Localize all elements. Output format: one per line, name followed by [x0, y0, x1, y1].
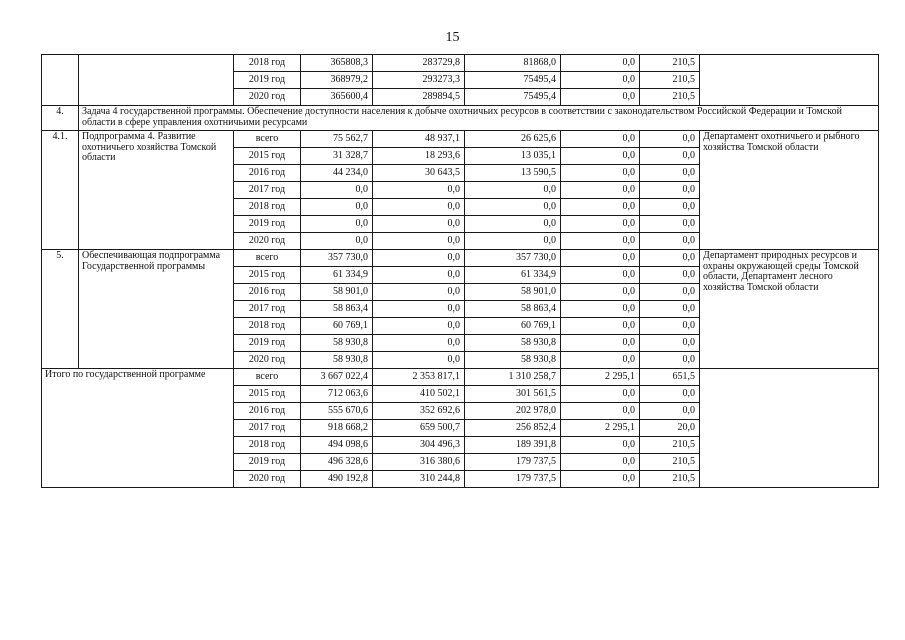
value-cell: 357 730,0 — [465, 250, 561, 267]
value-cell: 0,0 — [561, 250, 640, 267]
value-cell: 58 901,0 — [301, 284, 373, 301]
year-cell: 2015 год — [234, 148, 301, 165]
value-cell: 0,0 — [640, 284, 700, 301]
value-cell: 0,0 — [373, 216, 465, 233]
value-cell: 13 035,1 — [465, 148, 561, 165]
value-cell: 365808,3 — [301, 55, 373, 72]
value-cell: 2 295,1 — [561, 420, 640, 437]
value-cell: 0,0 — [561, 335, 640, 352]
value-cell: 316 380,6 — [373, 454, 465, 471]
value-cell: 189 391,8 — [465, 437, 561, 454]
year-cell: всего — [234, 131, 301, 148]
value-cell: 0,0 — [373, 182, 465, 199]
value-cell: 0,0 — [465, 182, 561, 199]
value-cell: 918 668,2 — [301, 420, 373, 437]
year-cell: 2015 год — [234, 267, 301, 284]
section-number: 4.1. — [42, 131, 79, 250]
value-cell: 293273,3 — [373, 72, 465, 89]
table-row — [42, 131, 879, 148]
year-cell: 2018 год — [234, 55, 301, 72]
value-cell: 0,0 — [561, 89, 640, 106]
executor-cell: Департамент природных ресурсов и охраны окружающей среды Томской области, Департамент лесного хозяйства Томской области — [700, 250, 879, 369]
value-cell: 0,0 — [301, 199, 373, 216]
value-cell: 2 353 817,1 — [373, 369, 465, 386]
value-cell: 13 590,5 — [465, 165, 561, 182]
value-cell: 210,5 — [640, 89, 700, 106]
year-cell: 2017 год — [234, 420, 301, 437]
value-cell: 0,0 — [561, 131, 640, 148]
year-cell: 2018 год — [234, 318, 301, 335]
table-row — [42, 250, 879, 267]
value-cell: 30 643,5 — [373, 165, 465, 182]
year-cell: 2019 год — [234, 216, 301, 233]
value-cell: 0,0 — [640, 386, 700, 403]
value-cell: 0,0 — [561, 148, 640, 165]
value-cell: 75 562,7 — [301, 131, 373, 148]
value-cell: 0,0 — [561, 471, 640, 488]
total-label: Итого по государственной программе — [42, 369, 234, 488]
year-cell: 2019 год — [234, 454, 301, 471]
value-cell: 0,0 — [640, 301, 700, 318]
task-number: 4. — [42, 106, 79, 131]
value-cell: 2 295,1 — [561, 369, 640, 386]
value-cell: 210,5 — [640, 454, 700, 471]
value-cell: 289894,5 — [373, 89, 465, 106]
value-cell: 0,0 — [640, 352, 700, 369]
value-cell: 58 930,8 — [465, 335, 561, 352]
number-cell — [42, 55, 79, 106]
value-cell: 3 667 022,4 — [301, 369, 373, 386]
task-row — [42, 106, 879, 131]
value-cell: 410 502,1 — [373, 386, 465, 403]
value-cell: 202 978,0 — [465, 403, 561, 420]
value-cell: 365600,4 — [301, 89, 373, 106]
value-cell: 58 930,8 — [301, 335, 373, 352]
name-cell — [79, 55, 234, 106]
value-cell: 210,5 — [640, 471, 700, 488]
value-cell: 0,0 — [561, 403, 640, 420]
year-cell: всего — [234, 250, 301, 267]
value-cell: 0,0 — [561, 437, 640, 454]
value-cell: 61 334,9 — [301, 267, 373, 284]
value-cell: 555 670,6 — [301, 403, 373, 420]
value-cell: 60 769,1 — [301, 318, 373, 335]
value-cell: 0,0 — [561, 284, 640, 301]
value-cell: 26 625,6 — [465, 131, 561, 148]
executor-cell: Департамент охотничьего и рыбного хозяйства Томской области — [700, 131, 879, 250]
value-cell: 0,0 — [373, 250, 465, 267]
value-cell: 0,0 — [640, 165, 700, 182]
value-cell: 352 692,6 — [373, 403, 465, 420]
value-cell: 304 496,3 — [373, 437, 465, 454]
value-cell: 0,0 — [640, 335, 700, 352]
subprogram-name: Подпрограмма 4. Развитие охотничьего хозяйства Томской области — [79, 131, 234, 250]
value-cell: 0,0 — [640, 131, 700, 148]
value-cell: 0,0 — [561, 352, 640, 369]
value-cell: 0,0 — [373, 335, 465, 352]
value-cell: 0,0 — [373, 301, 465, 318]
value-cell: 0,0 — [301, 216, 373, 233]
value-cell: 659 500,7 — [373, 420, 465, 437]
value-cell: 58 930,8 — [301, 352, 373, 369]
value-cell: 0,0 — [465, 199, 561, 216]
value-cell: 60 769,1 — [465, 318, 561, 335]
value-cell: 0,0 — [640, 216, 700, 233]
value-cell: 368979,2 — [301, 72, 373, 89]
value-cell: 651,5 — [640, 369, 700, 386]
value-cell: 0,0 — [561, 318, 640, 335]
value-cell: 0,0 — [561, 165, 640, 182]
value-cell: 0,0 — [373, 233, 465, 250]
value-cell: 0,0 — [373, 284, 465, 301]
value-cell: 0,0 — [561, 182, 640, 199]
value-cell: 0,0 — [301, 182, 373, 199]
year-cell: 2019 год — [234, 335, 301, 352]
value-cell: 0,0 — [561, 72, 640, 89]
value-cell: 712 063,6 — [301, 386, 373, 403]
table-row — [42, 55, 879, 72]
value-cell: 210,5 — [640, 437, 700, 454]
year-cell: 2016 год — [234, 284, 301, 301]
value-cell: 0,0 — [373, 318, 465, 335]
value-cell: 0,0 — [640, 182, 700, 199]
value-cell: 357 730,0 — [301, 250, 373, 267]
value-cell: 210,5 — [640, 55, 700, 72]
year-cell: 2017 год — [234, 182, 301, 199]
year-cell: 2018 год — [234, 437, 301, 454]
value-cell: 0,0 — [561, 267, 640, 284]
year-cell: 2020 год — [234, 471, 301, 488]
value-cell: 283729,8 — [373, 55, 465, 72]
executor-cell — [700, 369, 879, 488]
program-funding-table — [41, 54, 879, 488]
value-cell: 0,0 — [373, 199, 465, 216]
value-cell: 75495,4 — [465, 72, 561, 89]
year-cell: 2020 год — [234, 352, 301, 369]
section-number: 5. — [42, 250, 79, 369]
value-cell: 44 234,0 — [301, 165, 373, 182]
value-cell: 75495,4 — [465, 89, 561, 106]
value-cell: 58 863,4 — [301, 301, 373, 318]
value-cell: 490 192,8 — [301, 471, 373, 488]
value-cell: 20,0 — [640, 420, 700, 437]
value-cell: 0,0 — [640, 318, 700, 335]
subprogram-name: Обеспечивающая подпрограмма Государственной программы — [79, 250, 234, 369]
value-cell: 0,0 — [561, 55, 640, 72]
value-cell: 48 937,1 — [373, 131, 465, 148]
year-cell: 2020 год — [234, 233, 301, 250]
value-cell: 301 561,5 — [465, 386, 561, 403]
value-cell: 0,0 — [640, 199, 700, 216]
value-cell: 58 901,0 — [465, 284, 561, 301]
value-cell: 18 293,6 — [373, 148, 465, 165]
year-cell: 2016 год — [234, 403, 301, 420]
page-number: 15 — [445, 30, 460, 45]
value-cell: 0,0 — [640, 250, 700, 267]
value-cell: 0,0 — [561, 233, 640, 250]
value-cell: 31 328,7 — [301, 148, 373, 165]
value-cell: 0,0 — [465, 216, 561, 233]
task-text: Задача 4 государственной программы. Обеспечение доступности населения к добыче охотничьих ресурсов в соответствии с законодательством Российской Федерации и Томской области в сфере управления охотничьими ресурсами — [79, 106, 879, 131]
value-cell: 1 310 258,7 — [465, 369, 561, 386]
value-cell: 496 328,6 — [301, 454, 373, 471]
year-cell: 2019 год — [234, 72, 301, 89]
executor-cell — [700, 55, 879, 106]
value-cell: 0,0 — [561, 454, 640, 471]
value-cell: 61 334,9 — [465, 267, 561, 284]
value-cell: 0,0 — [561, 301, 640, 318]
value-cell: 0,0 — [301, 233, 373, 250]
year-cell: 2016 год — [234, 165, 301, 182]
year-cell: 2020 год — [234, 89, 301, 106]
value-cell: 81868,0 — [465, 55, 561, 72]
year-cell: всего — [234, 369, 301, 386]
value-cell: 494 098,6 — [301, 437, 373, 454]
year-cell: 2015 год — [234, 386, 301, 403]
value-cell: 58 930,8 — [465, 352, 561, 369]
value-cell: 58 863,4 — [465, 301, 561, 318]
value-cell: 0,0 — [640, 267, 700, 284]
value-cell: 0,0 — [561, 386, 640, 403]
value-cell: 0,0 — [640, 403, 700, 420]
value-cell: 210,5 — [640, 72, 700, 89]
value-cell: 0,0 — [640, 233, 700, 250]
value-cell: 0,0 — [640, 148, 700, 165]
value-cell: 256 852,4 — [465, 420, 561, 437]
value-cell: 0,0 — [465, 233, 561, 250]
table-row — [42, 369, 879, 386]
year-cell: 2017 год — [234, 301, 301, 318]
value-cell: 0,0 — [561, 199, 640, 216]
value-cell: 0,0 — [373, 267, 465, 284]
value-cell: 310 244,8 — [373, 471, 465, 488]
value-cell: 179 737,5 — [465, 454, 561, 471]
year-cell: 2018 год — [234, 199, 301, 216]
value-cell: 179 737,5 — [465, 471, 561, 488]
value-cell: 0,0 — [373, 352, 465, 369]
value-cell: 0,0 — [561, 216, 640, 233]
